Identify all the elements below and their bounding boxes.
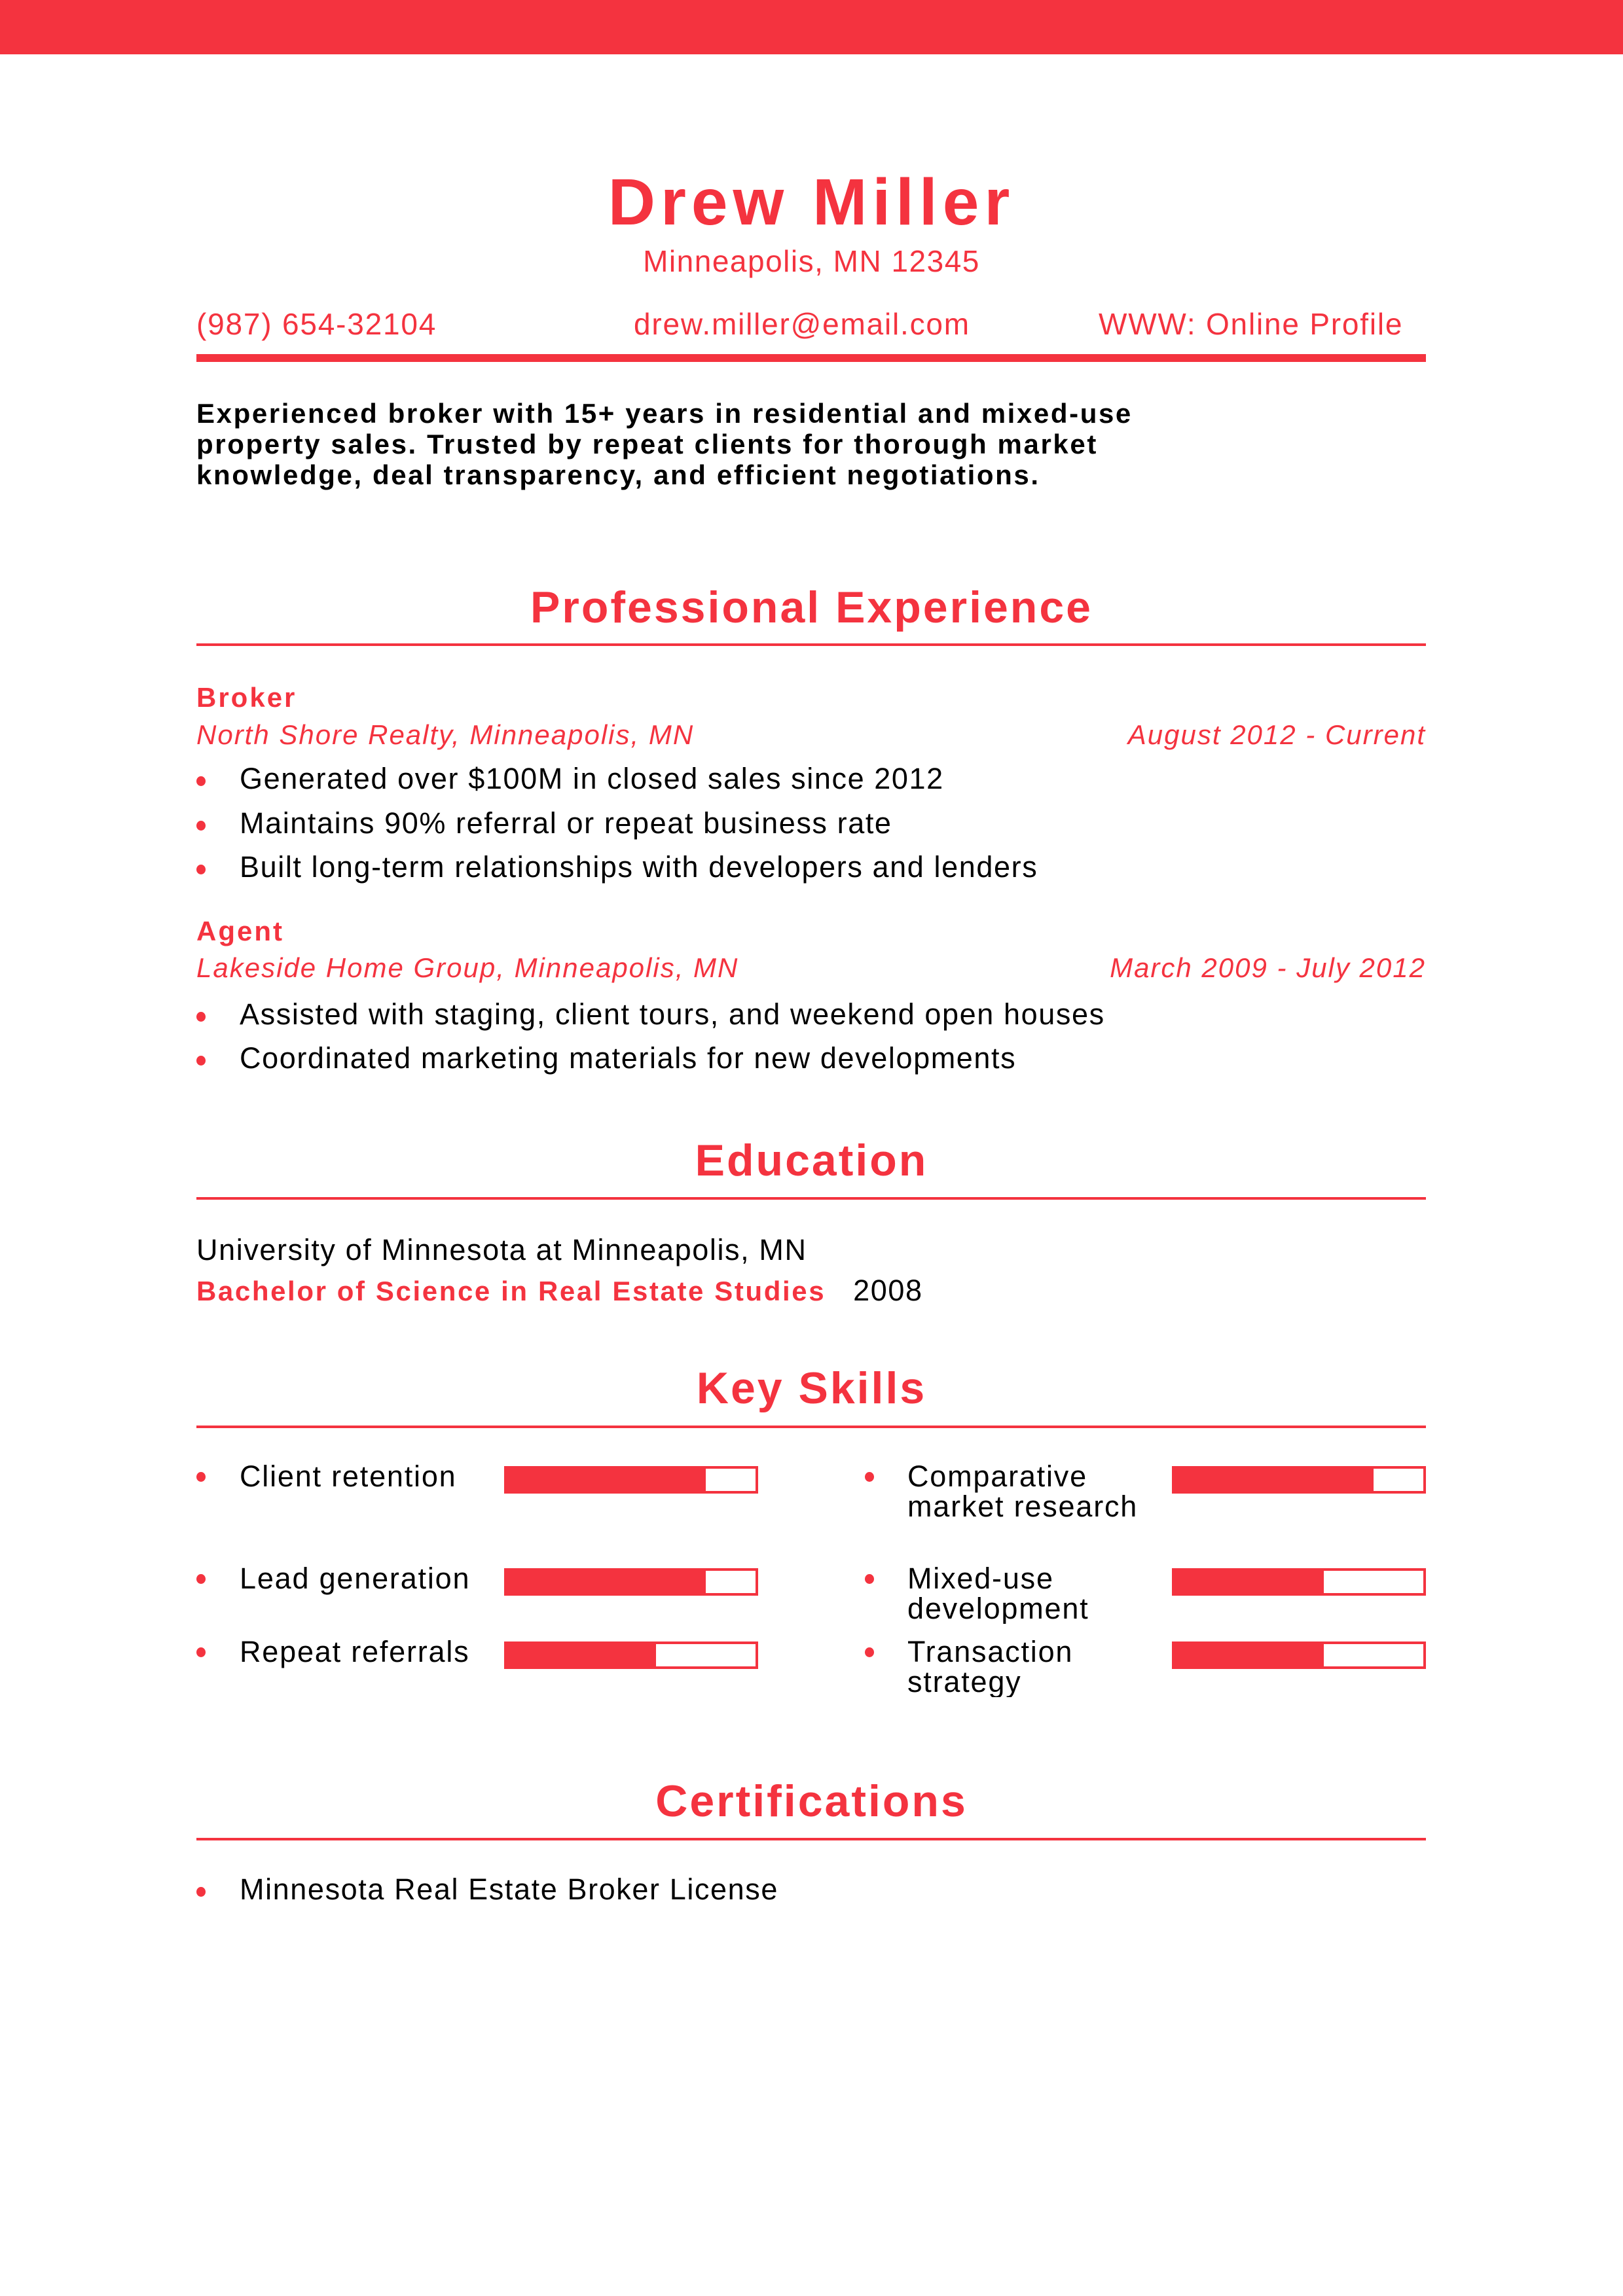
section-heading-experience: Professional Experience — [530, 583, 1093, 632]
job-bullet: Generated over $100M in closed sales since 2012 — [240, 762, 944, 795]
job-bullet: Maintains 90% referral or repeat business rate — [240, 806, 892, 840]
bullet-icon — [196, 1012, 206, 1022]
skill-label: Client retention — [240, 1460, 457, 1493]
section-divider — [196, 1838, 1426, 1840]
summary-line: Experienced broker with 15+ years in residential and mixed-use — [196, 398, 1133, 429]
skill-label: Mixed-use development — [907, 1564, 1089, 1624]
contact-email[interactable]: drew.miller@email.com — [634, 307, 970, 341]
top-accent-bar — [0, 0, 1623, 54]
skill-level-fill — [1175, 1571, 1324, 1593]
contact-phone: (987) 654-32104 — [196, 307, 437, 341]
bullet-icon — [196, 1647, 206, 1657]
skill-label: Lead generation — [240, 1564, 471, 1595]
contact-website-link[interactable]: WWW: Online Profile — [1099, 307, 1404, 341]
skill-level-bar — [504, 1466, 758, 1494]
skill-label: Comparative market research — [907, 1460, 1139, 1523]
summary-line: knowledge, deal transparency, and efficient negotiations. — [196, 459, 1040, 490]
education-degree-row — [196, 1276, 923, 1305]
job-dates: August 2012 - Current — [1127, 719, 1426, 750]
bullet-icon — [865, 1574, 874, 1584]
skill-level-bar — [1172, 1568, 1426, 1596]
skill-level-fill — [1175, 1644, 1324, 1666]
bullet-icon — [196, 1574, 206, 1584]
bullet-icon — [196, 1056, 206, 1066]
job-bullet: Coordinated marketing materials for new developments — [240, 1041, 1017, 1075]
section-divider — [196, 1426, 1426, 1428]
skill-label: Transaction strategy — [907, 1637, 1074, 1697]
skill-level-bar — [504, 1641, 758, 1669]
bullet-icon — [196, 1887, 206, 1897]
section-divider — [196, 643, 1426, 646]
education-year: 2008 — [853, 1274, 923, 1307]
skill-level-fill — [507, 1469, 706, 1491]
skill-label: Repeat referrals — [240, 1637, 470, 1668]
candidate-name: Drew Miller — [608, 166, 1015, 239]
bullet-icon — [196, 821, 206, 831]
education-degree: Bachelor of Science in Real Estate Studies — [196, 1276, 826, 1306]
job-bullet: Assisted with staging, client tours, and weekend open houses — [240, 997, 1105, 1031]
skill-level-bar — [1172, 1466, 1426, 1494]
bullet-icon — [865, 1472, 874, 1482]
header-divider — [196, 354, 1426, 362]
skill-level-bar — [504, 1568, 758, 1596]
job-company: Lakeside Home Group, Minneapolis, MN — [196, 952, 739, 983]
job-bullet: Built long-term relationships with developers and lenders — [240, 850, 1038, 884]
summary-line: property sales. Trusted by repeat clients for thorough market — [196, 429, 1098, 459]
skill-level-fill — [507, 1644, 656, 1666]
section-divider — [196, 1197, 1426, 1200]
skill-level-fill — [1175, 1469, 1374, 1491]
education-school: University of Minnesota at Minneapolis, MN — [196, 1233, 807, 1266]
bullet-icon — [196, 865, 206, 874]
section-heading-education: Education — [695, 1136, 928, 1185]
job-title: Agent — [196, 916, 284, 946]
bullet-icon — [196, 1472, 206, 1482]
job-company: North Shore Realty, Minneapolis, MN — [196, 719, 695, 750]
bullet-icon — [865, 1647, 874, 1657]
section-heading-certifications: Certifications — [655, 1776, 968, 1826]
job-dates: March 2009 - July 2012 — [1110, 952, 1426, 983]
candidate-location: Minneapolis, MN 12345 — [643, 244, 980, 278]
professional-summary — [196, 398, 1434, 490]
certification-item: Minnesota Real Estate Broker License — [240, 1873, 778, 1906]
skill-level-fill — [507, 1571, 706, 1593]
job-title: Broker — [196, 682, 297, 713]
skill-level-bar — [1172, 1641, 1426, 1669]
bullet-icon — [196, 776, 206, 786]
section-heading-skills: Key Skills — [696, 1363, 927, 1413]
